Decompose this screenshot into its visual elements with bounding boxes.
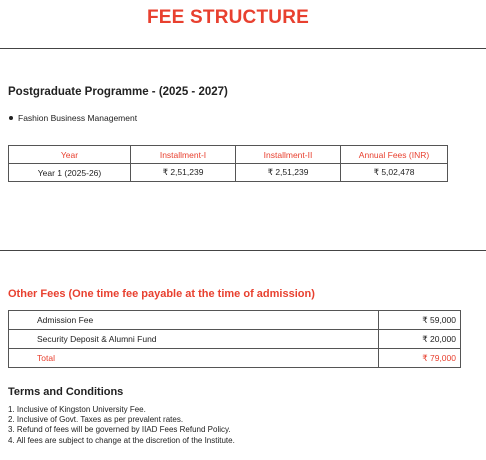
list-item: 1. Inclusive of Kingston University Fee. — [8, 405, 146, 414]
other-fee-amount: ₹ 59,000 — [379, 311, 461, 330]
programme-heading: Postgraduate Programme - (2025 - 2027) — [8, 86, 228, 98]
header-installment-1: Installment-I — [131, 146, 236, 164]
table-row — [9, 330, 461, 349]
terms-list — [8, 405, 235, 446]
table-row — [9, 311, 461, 330]
other-fee-label: Security Deposit & Alumni Fund — [9, 330, 379, 349]
header-year: Year — [9, 146, 131, 164]
list-item: 3. Refund of fees will be governed by IIAD Fees Refund Policy. — [8, 425, 231, 435]
programme-fee-table — [8, 145, 448, 182]
total-label: Total — [9, 349, 379, 368]
cell-installment-1: ₹ 2,51,239 — [131, 164, 236, 182]
other-fee-amount: ₹ 20,000 — [379, 330, 461, 349]
header-annual-fees: Annual Fees (INR) — [341, 146, 448, 164]
other-fee-label: Admission Fee — [9, 311, 379, 330]
other-fees-table — [8, 310, 461, 368]
table-header-row — [9, 146, 448, 164]
total-row — [9, 349, 461, 368]
bullet-icon — [9, 116, 13, 120]
course-bullet-item — [9, 113, 137, 123]
divider-middle — [0, 250, 486, 251]
divider-top — [0, 48, 486, 49]
course-name: Fashion Business Management — [18, 113, 138, 123]
total-amount: ₹ 79,000 — [379, 349, 461, 368]
header-installment-2: Installment-II — [236, 146, 341, 164]
terms-heading: Terms and Conditions — [8, 386, 124, 398]
cell-year: Year 1 (2025-26) — [9, 164, 131, 182]
list-item: 2. Inclusive of Govt. Taxes as per prevalent rates. — [8, 415, 184, 425]
other-fees-heading: Other Fees (One time fee payable at the time of admission) — [8, 288, 315, 300]
page-title: FEE STRUCTURE — [147, 7, 309, 28]
list-item: 4. All fees are subject to change at the discretion of the Institute. — [8, 435, 235, 445]
cell-installment-2: ₹ 2,51,239 — [236, 164, 341, 182]
cell-annual-fees: ₹ 5,02,478 — [341, 164, 448, 182]
table-row — [9, 164, 448, 182]
